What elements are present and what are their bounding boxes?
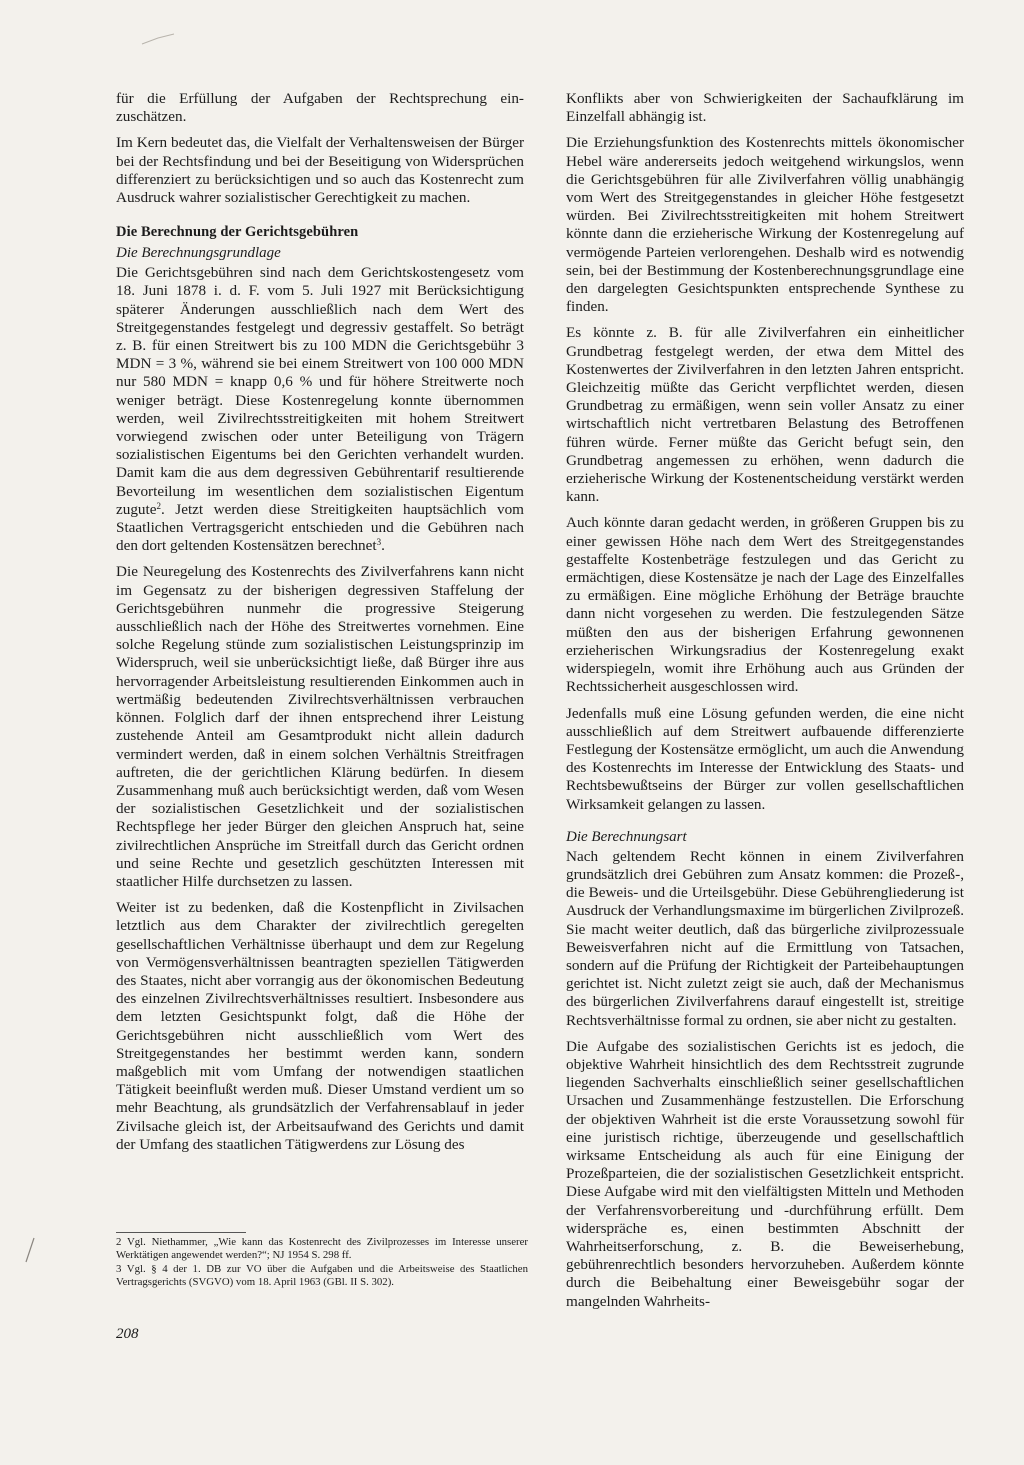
subheading: Die Berechnungsart: [566, 828, 687, 845]
footnotes: [116, 1236, 528, 1290]
paragraph: Jedenfalls muß eine Lösung gefunden werden, die eine nicht ausschließlich auf dem Streitwert aufbauende differenzierte Festlegung der Kostensätze ermöglicht, um auch die Anwendung des Kostenrechts im Interesse der Entwicklung des Staats- und Rechtsbewußtseins der Bürger zur vollen gesellschaftlichen Wirksamkeit gelangen zu lassen.: [566, 704, 964, 813]
paragraph: Es könnte z. B. für alle Zivilverfahren ein einheitlicher Grundbetrag festgelegt werden, der etwa dem Mittel des Kostenwertes der Zivilverfahren in den letzten Jahren entspricht. Gleichzeitig müßte das Gericht verpflichtet werden, diesen Grundbetrag zu ermäßigen, wenn sein voller Ansatz zu einer wirtschaftlich nicht vertretbaren Belastung des Betroffenen führen würde. Ferner müßte das Gericht befugt sein, den Grundbetrag angemessen zu erhöhen, wenn dadurch die erzieherische Wirkung der Kostenentscheidung verstärkt werden kann.: [566, 324, 964, 506]
paragraph: Konflikts aber von Schwierigkeiten der Sachaufklärung im Einzelfall abhängig ist.: [566, 90, 964, 126]
footnote: 3 Vgl. § 4 der 1. DB zur VO über die Aufgaben und die Arbeitsweise des Staatlichen Vertragsgerichts (SVGVO) vom 18. April 1963 (GBl. II S. 302).: [116, 1263, 528, 1288]
scan-mark-top: [140, 30, 180, 50]
subheading: Die Berechnungsgrundlage: [116, 245, 281, 262]
paragraph: Die Neuregelung des Kostenrechts des Zivilverfahrens kann nicht im Gegensatz zu der bisherigen degressiven Staffelung der Gerichtsgebühren nunmehr die progressive Steigerung ausschließlich nach der Höhe des Streitwertes vornehmen. Eine solche Regelung stünde zum sozialistischen Leistungsprinzip im Widerspruch, weil sie unberücksichtigt ließe, daß Bürger ihre aus hervorragender Arbeitsleistung resultierenden Einkommen auch in wertmäßig bedeutenden Zivilrechtsverhältnissen verbrauchen können. Folglich darf der ihnen entsprechend ihrer Leistung zustehende Anteil am Gesamtprodukt nicht allein dadurch vermindert werden, daß in einem solchen Verhältnis Streitfragen auftreten, die der gerichtlichen Klärung bedürfen. In diesem Zusammenhang muß auch berücksichtigt werden, daß vom Wesen der sozialistischen Gesetzlichkeit und der sozialistischen Rechtspflege her jeder Bürger den gleichen Anspruch hat, seine zivilrechtlichen Ansprüche im Streitfall durch das Gericht ordnen und seine Rechte und gesetzlich geschützten Interessen mit staatlicher Hilfe durchsetzen zu lassen.: [116, 563, 524, 890]
scan-mark-left: [22, 1236, 38, 1266]
paragraph: [116, 264, 524, 555]
paragraph: Weiter ist zu bedenken, daß die Kostenpflicht in Zivilsachen letztlich aus dem Charakter der zivilrechtlich geregelten gesellschaftlichen Verhältnisse überhaupt und dem zur Regelung von Vermögensverhältnissen beantragten speziellen Tätigwerden des Staates, nicht aber vorrangig aus der ökonomischen Bedeutung des einzelnen Zivilrechtsverhältnisses resultiert. Insbesondere aus dem letzten Gesichtspunkt folgt, daß die Höhe der Gerichtsgebühren nicht ausschließlich vom Wert des Streitgegenstandes her bestimmt werden kann, sondern maßgeblich mit vom Umfang der notwendigen staatlichen Tätigkeit beeinflußt werden muß. Dieser Umstand verdient um so mehr Beachtung, als grundsätzlich der Verfahrensablauf in jeder Zivilsache gleich ist, der Arbeitsaufwand des Gerichts und damit der Umfang des staatlichen Tätigwerdens zur Lösung des: [116, 899, 524, 1153]
paragraph: Die Aufgabe des sozialistischen Gerichts ist es jedoch, die objektive Wahrheit hinsichtlich des dem Rechtsstreit zugrunde liegenden Sachverhalts einschließlich seiner gesellschaftlichen Ursachen und Zusammenhänge festzustellen. Die Erforschung der objektiven Wahrheit ist die erste Voraussetzung sowohl für eine juristisch richtige, überzeugende und gesellschaftlich wirksame Entscheidung als auch für eine Einigung der Prozeßparteien, die der sozialistischen Gesetzlichkeit entspricht. Diese Aufgabe wird mit den vielfältigsten Mitteln und Methoden der Verfahrensvorbereitung und -durchführung erfüllt. Dem widerspräche es, einen bestimmten Abschnitt der Wahrheitserforschung, z. B. die Beweiserhebung, gebührenrechtlich besonders hervorzuheben. Außerdem könnte durch die Beibehaltung einer Beweisgebühr sogar der mangelnden Wahrheits-: [566, 1037, 964, 1310]
paragraph-text: .: [381, 537, 385, 555]
paragraph-text: Die Gerichtsgebühren sind nach dem Gerichtskostengesetz vom 18. Juni 1878 i. d. F. vom 5. Juli 1927 mit Berücksichtigung späterer Änderungen ausschließlich nach dem Wert des Streitgegenstandes festgelegt und degressiv gestaffelt. So beträgt z. B. für einen Streitwert bis zu 100 MDN die Gerichtsgebühr 3 MDN = 3 %, während sie bei einem Streitwert von 100 000 MDN nur 580 MDN = knapp 0,6 % und für höhere Streitwerte noch weniger beträgt. Diese Kostenregelung konnte übernommen werden, weil Zivilrechtsstreitigkeiten mit hohem Streitwert vorwiegend zwischen oder unter Beteiligung von Trägern sozialistischen Eigentums bei den Gerichten verhandelt wurden. Damit kam die aus dem degressiven Gebührentarif resultierende Bevorteilung im wesentlichen dem sozialistischen Eigentum zugute: [116, 264, 524, 518]
footnote: 2 Vgl. Niethammer, „Wie kann das Kostenrecht des Zivilprozesses im Interesse unserer Werktätigen angewendet werden?“; NJ 1954 S. 298 ff.: [116, 1236, 528, 1261]
footnote-ref[interactable]: 3: [376, 537, 382, 548]
paragraph-text: . Jetzt werden diese Streitigkeiten hauptsächlich vom Staatlichen Vertragsgericht entschieden und die Gebühren nach den dort geltenden Kostensätzen berechnet: [116, 500, 524, 555]
left-column: [116, 90, 524, 1162]
paragraph: Im Kern bedeutet das, die Vielfalt der Verhaltensweisen der Bürger bei der Rechtsfindung und bei der Beseitigung von Widersprüchen differenziert zu berücksichtigen und so auch das Kostenrecht zum Ausdruck wahrer sozialistischer Gerechtigkeit zu machen.: [116, 134, 524, 207]
paragraph: Auch könnte daran gedacht werden, in größeren Gruppen bis zu einer gewissen Höhe nach dem Wert des Streitgegenstandes gestaffelte Kostenbeträge festzulegen und das Gericht zu ermächtigen, diese Kostensätze je nach der Lage des Einzelfalles zu ermäßigen. Eine mögliche Erhöhung der Beträge brauchte dann nicht vorgesehen zu werden. Die festzulegenden Sätze müßten den aus der bisherigen Erfahrung gewonnenen erzieherischen Wirkungsradius der Kostenregelung exakt widerspiegeln, womit ihre Erhöhung auch aus Gründen der Rechtssicherheit ausgeschlossen wird.: [566, 514, 964, 696]
paragraph: für die Erfüllung der Aufgaben der Rechtsprechung ein-zuschätzen.: [116, 90, 524, 126]
footnote-divider: [116, 1232, 246, 1233]
footnote-ref[interactable]: 2: [156, 500, 161, 511]
section-heading: Die Berechnung der Gerichtsgebühren: [116, 224, 359, 241]
page-number: 208: [116, 1326, 139, 1342]
paragraph: Die Erziehungsfunktion des Kostenrechts mittels ökonomischer Hebel wäre andererseits jedoch weitgehend wirkungslos, wenn die Gerichtsgebühren für alle Zivilverfahren völlig unabhängig vom Wert des Streitgegenstandes in gleicher Höhe festgesetzt würden. Bei Zivilrechtsstreitigkeiten mit hohem Streitwert könnte dann die erzieherische Wirkung der Kostenregelung auf vermögende Parteien verlorengehen. Deshalb wird es notwendig sein, bei der Bestimmung der Kostenberechnungsgrundlage eine den dargelegten Gesichtspunkten entsprechende Synthese zu finden.: [566, 134, 964, 316]
right-column: [566, 90, 964, 1319]
paragraph: Nach geltendem Recht können in einem Zivilverfahren grundsätzlich drei Gebühren zum Ansatz kommen: die Prozeß-, die Beweis- und die Urteilsgebühr. Diese Gebührengliederung ist Ausdruck der Verhandlungsmaxime im bürgerlichen Zivilprozeß. Sie macht weiter deutlich, daß das bürgerliche zivilprozessuale Beweisverfahren nicht auf die Ermittlung von Tatsachen, sondern auf die Prüfung der Richtigkeit der Parteibehauptungen gerichtet ist. Nicht zuletzt zeigt sie auch, daß der Mechanismus des bürgerlichen Zivilverfahrens darauf eingestellt ist, streitige Rechtsverhältnisse formal zu ordnen, sie aber nicht zu gestalten.: [566, 847, 964, 1029]
